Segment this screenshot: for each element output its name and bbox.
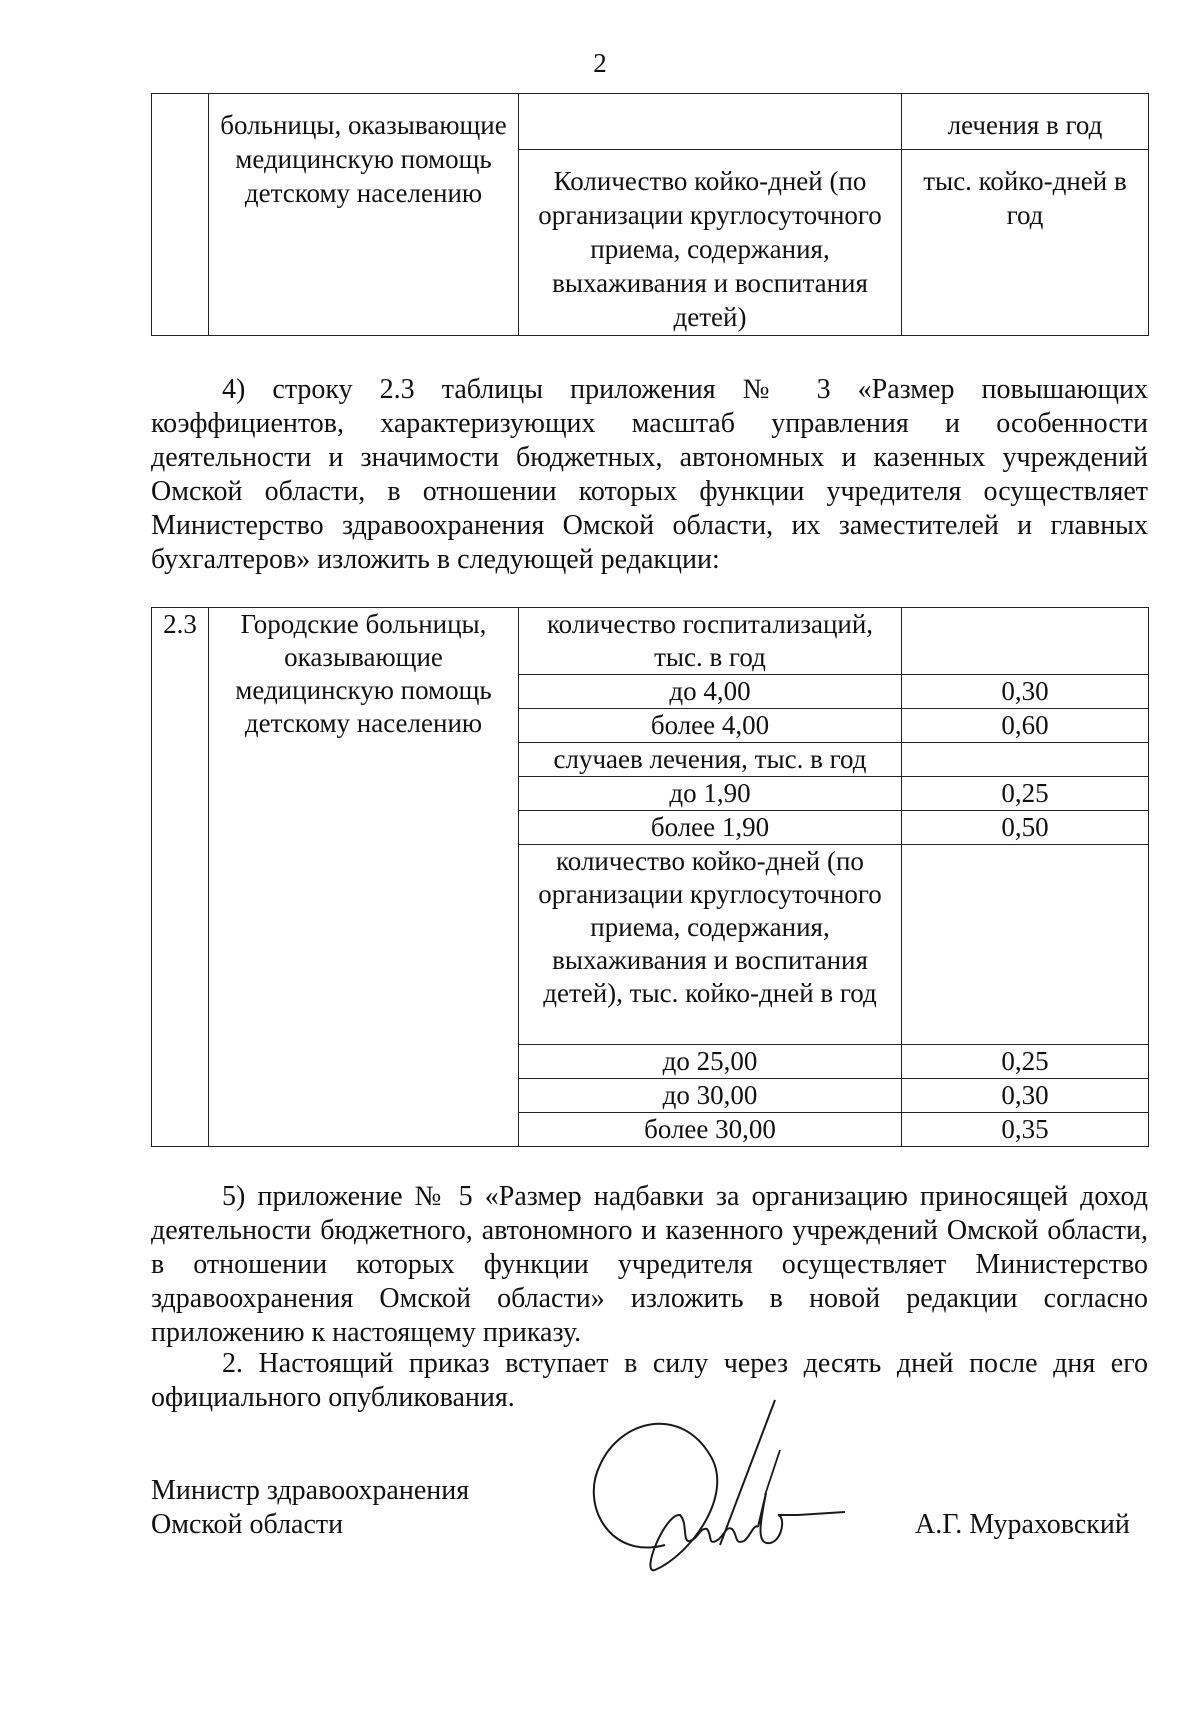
handwritten-signature: [570, 1395, 900, 1595]
coefficient-table: [151, 607, 1149, 1147]
signatory-name: А.Г. Мураховский: [915, 1509, 1130, 1540]
value-cell: 0,30: [902, 675, 1149, 709]
paragraph-clause-2: 2. Настоящий приказ вступает в силу через десять дней после дня его официального опубликования.: [151, 1348, 1148, 1413]
page-number: 2: [593, 48, 607, 78]
value-cell: 0,60: [902, 709, 1149, 743]
criterion-cell: до 1,90: [519, 777, 902, 811]
criterion-cell: более 1,90: [519, 811, 902, 845]
criterion-cell: более 30,00: [519, 1113, 902, 1147]
paragraph-item-4: 4) строку 2.3 таблицы приложения № 3 «Размер повышающих коэффициентов, характеризующих масштаб управления и особенности деятельности и значимости бюджетных, автономных и казенных учреждений Омской области, в отношении которых функции учредителя осуществляет Министерство здравоохранения Омской области, их заместителей и главных бухгалтеров» изложить в следующей редакции:: [151, 374, 1148, 575]
top-table-continuation: [151, 93, 1149, 336]
value-cell: [902, 743, 1149, 777]
criterion-cell: количество койко-дней (по организации круглосуточного приема, содержания, выхаживания и воспитания детей), тыс. койко-дней в год: [519, 845, 902, 1045]
criterion-cell: более 4,00: [519, 709, 902, 743]
signatory-position: Министр здравоохранения Омской области: [151, 1475, 470, 1540]
paragraph-item-5: 5) приложение № 5 «Размер надбавки за организацию приносящей доход деятельности бюджетного, автономного и казенного учреждений Омской области, в отношении которых функции учредителя осуществляет Министерство здравоохранения Омской области» изложить в новой редакции согласно приложению к настоящему приказу.: [151, 1181, 1148, 1348]
top-table-unit-cell: лечения в год: [902, 94, 1149, 150]
criterion-cell: до 25,00: [519, 1045, 902, 1079]
criterion-cell: случаев лечения, тыс. в год: [519, 743, 902, 777]
row-number-cell: 2.3: [152, 608, 209, 1147]
criterion-cell: до 4,00: [519, 675, 902, 709]
value-cell: 0,50: [902, 811, 1149, 845]
value-cell: [902, 608, 1149, 675]
value-cell: 0,30: [902, 1079, 1149, 1113]
value-cell: [902, 845, 1149, 1045]
criterion-cell: до 30,00: [519, 1079, 902, 1113]
criterion-cell: количество госпитализаций, тыс. в год: [519, 608, 902, 675]
value-cell: 0,25: [902, 1045, 1149, 1079]
top-table-name-cell: больницы, оказывающие медицинскую помощь детскому населению: [209, 94, 519, 336]
value-cell: 0,35: [902, 1113, 1149, 1147]
top-table-criterion-cell: Количество койко-дней (по организации круглосуточного приема, содержания, выхаживания и воспитания детей): [519, 150, 902, 336]
top-table-number-cell: [152, 94, 209, 336]
institution-name-cell: Городские больницы, оказывающие медицинскую помощь детскому населению: [209, 608, 519, 1147]
value-cell: 0,25: [902, 777, 1149, 811]
top-table-criterion-cell: [519, 94, 902, 150]
top-table-unit-cell: тыс. койко-дней в год: [902, 150, 1149, 336]
